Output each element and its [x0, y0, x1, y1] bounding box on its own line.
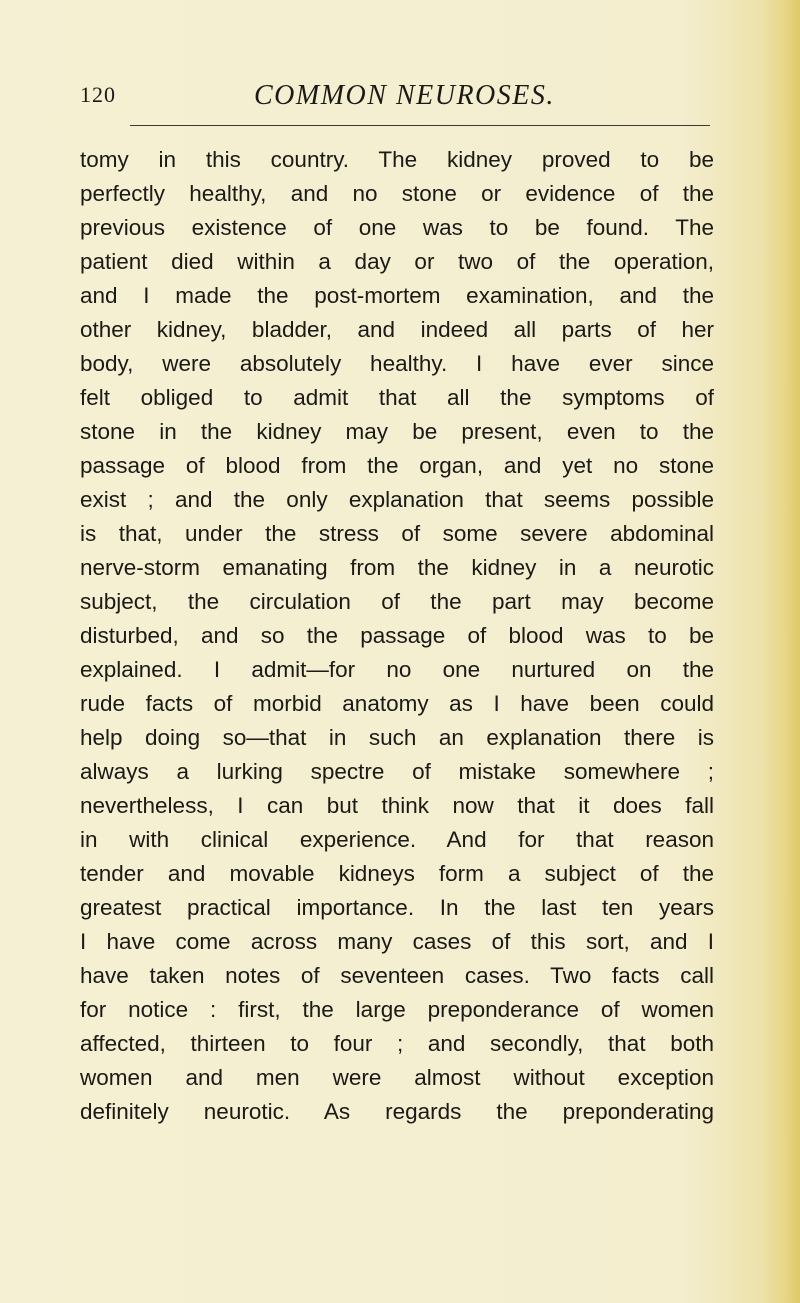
page-edge-shadow [760, 0, 800, 1303]
text-line: tender and movable kidneys form a subject of the [80, 861, 714, 886]
text-line: exist ; and the only explanation that seems possible [80, 487, 714, 512]
text-line: passage of blood from the organ, and yet no stone [80, 453, 714, 478]
text-line: other kidney, bladder, and indeed all parts of her [80, 317, 714, 342]
text-line: rude facts of morbid anatomy as I have been could [80, 691, 714, 716]
text-line: stone in the kidney may be present, even to the [80, 419, 714, 444]
body-text [80, 143, 714, 1129]
text-line: previous existence of one was to be found. The [80, 215, 714, 240]
text-line: for notice : first, the large preponderance of women [80, 997, 714, 1022]
text-line: and I made the post-mortem examination, and the [80, 283, 714, 308]
text-line: I have come across many cases of this sort, and I [80, 929, 714, 954]
text-line: always a lurking spectre of mistake somewhere ; [80, 759, 714, 784]
text-line: have taken notes of seventeen cases. Two facts call [80, 963, 714, 988]
running-title: COMMON NEUROSES. [254, 80, 555, 111]
text-line: subject, the circulation of the part may become [80, 589, 714, 614]
text-line: tomy in this country. The kidney proved to be [80, 147, 714, 172]
page-number: 120 [80, 82, 116, 107]
header-rule [130, 125, 710, 126]
text-line: nerve-storm emanating from the kidney in a neurotic [80, 555, 714, 580]
text-line: in with clinical experience. And for that reason [80, 827, 714, 852]
text-line: is that, under the stress of some severe abdominal [80, 521, 714, 546]
text-line: disturbed, and so the passage of blood was to be [80, 623, 714, 648]
text-line: felt obliged to admit that all the symptoms of [80, 385, 714, 410]
text-line: definitely neurotic. As regards the preponderating [80, 1099, 714, 1124]
text-line: greatest practical importance. In the last ten years [80, 895, 714, 920]
text-line: explained. I admit—for no one nurtured on the [80, 657, 714, 682]
page-header [80, 80, 720, 120]
text-line: perfectly healthy, and no stone or evidence of the [80, 181, 714, 206]
text-line: patient died within a day or two of the operation, [80, 249, 714, 274]
text-line: women and men were almost without exception [80, 1065, 714, 1090]
text-line: nevertheless, I can but think now that it does fall [80, 793, 714, 818]
text-line: affected, thirteen to four ; and secondly, that both [80, 1031, 714, 1056]
text-line: body, were absolutely healthy. I have ever since [80, 351, 714, 376]
text-line: help doing so—that in such an explanation there is [80, 725, 714, 750]
